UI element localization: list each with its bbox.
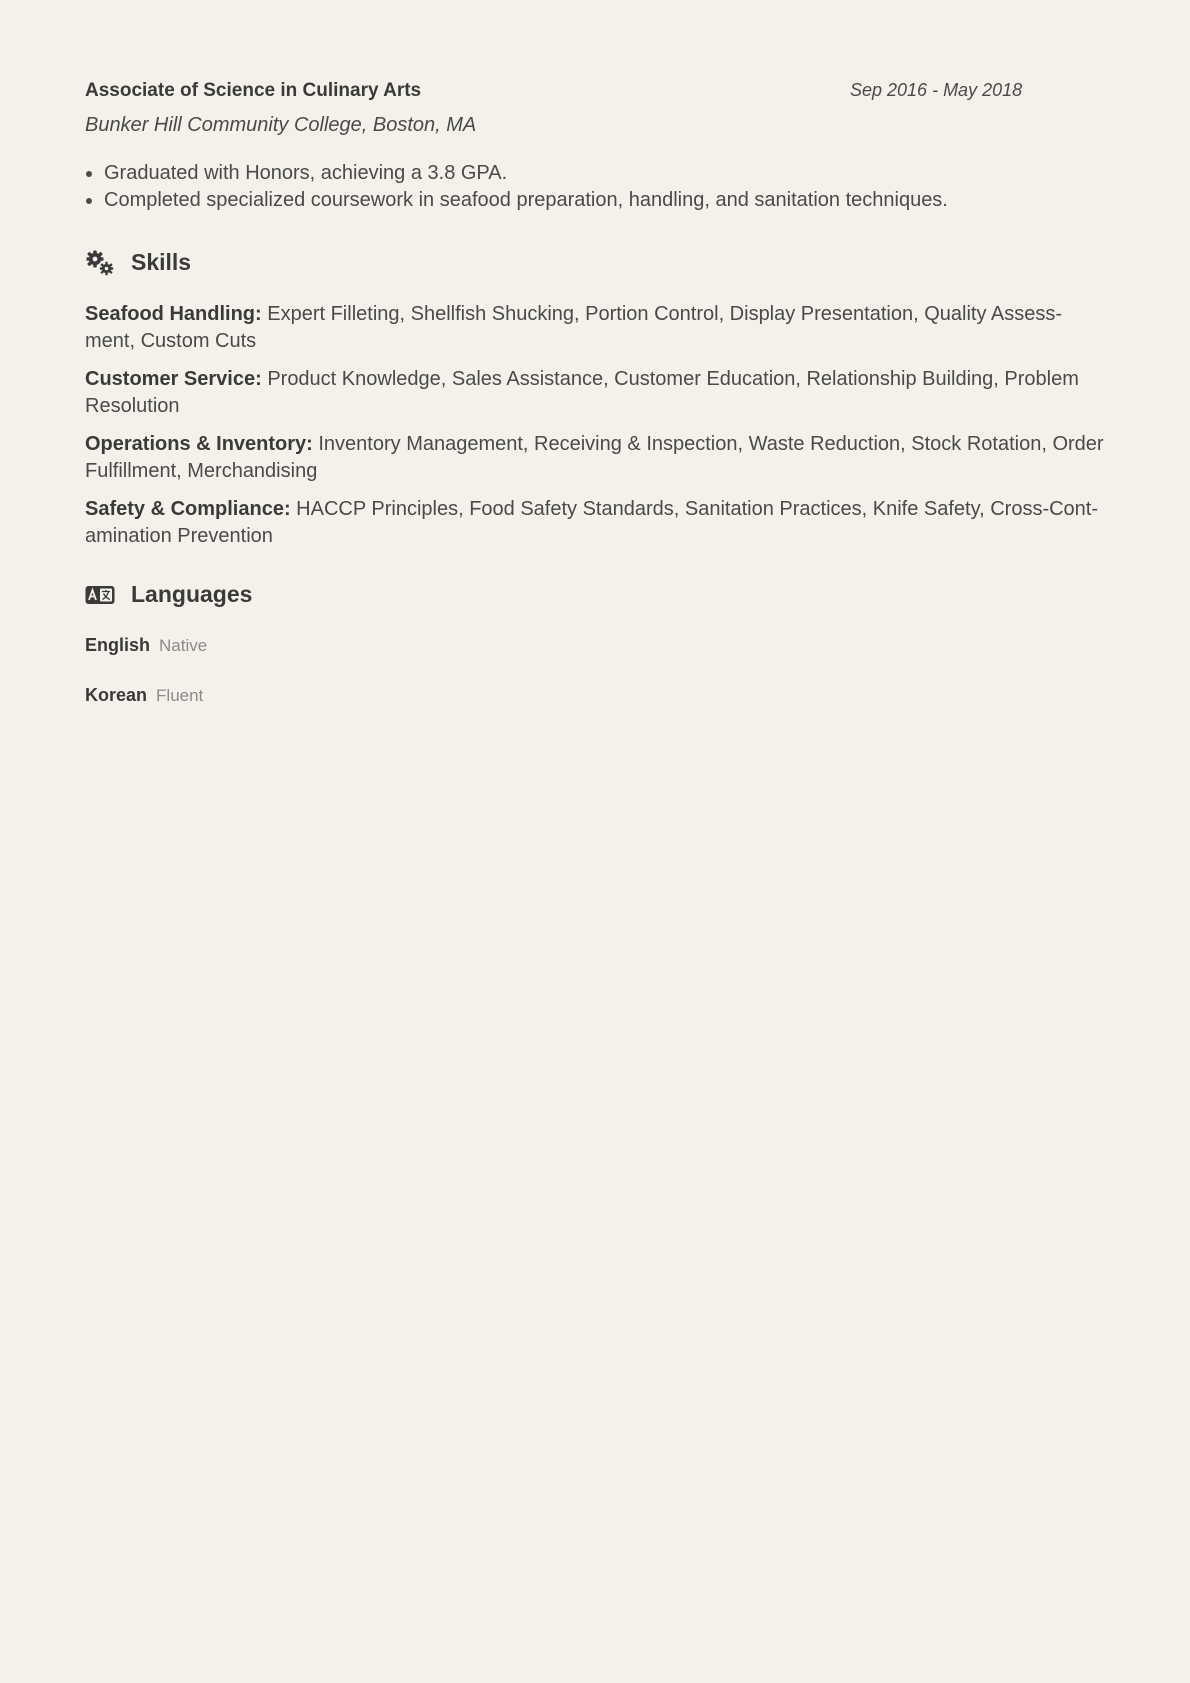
- education-dates: Sep 2016 - May 2018: [850, 80, 1023, 100]
- skill-details: HACCP Principles, Food Safety Standards, Sanitation Practices, Knife Safety, Cross-Cont-amination Prevention: [85, 498, 1099, 547]
- list-item: • Graduated with Honors, achieving a 3.8 GPA.: [104, 160, 948, 187]
- skills-section-header: [85, 249, 191, 276]
- skill-row: [85, 496, 1110, 550]
- skill-category: Operations & Inventory:: [85, 433, 313, 455]
- education-bullet-list: [85, 160, 948, 214]
- skill-details: Expert Filleting, Shellfish Shucking, Portion Control, Display Presentation, Quality Assess-ment, Custom Cuts: [85, 303, 1063, 352]
- skills-list: [85, 301, 1110, 561]
- skill-category: Customer Service:: [85, 368, 262, 390]
- language-level: Fluent: [156, 686, 204, 705]
- language-item: [85, 635, 207, 656]
- language-icon: [85, 582, 115, 608]
- list-item: • Completed specialized coursework in seafood preparation, handling, and sanitation techniques.: [104, 187, 948, 214]
- skill-category: Seafood Handling:: [85, 303, 262, 325]
- languages-section-title: Languages: [131, 581, 253, 607]
- languages-section-header: [85, 581, 252, 608]
- gears-icon: [85, 250, 115, 276]
- skill-details: Inventory Management, Receiving & Inspection, Waste Reduction, Stock Rotation, Order Fulfillment, Merchandising: [85, 433, 1104, 482]
- skill-row: [85, 301, 1110, 355]
- skill-category: Safety & Compliance:: [85, 498, 291, 520]
- education-degree: Associate of Science in Culinary Arts: [85, 80, 422, 101]
- language-level: Native: [159, 636, 208, 655]
- education-school: Bunker Hill Community College, Boston, MA: [85, 114, 477, 136]
- language-name: Korean: [85, 685, 148, 705]
- skill-row: [85, 366, 1110, 420]
- language-item: [85, 685, 203, 706]
- skills-section-title: Skills: [131, 249, 192, 275]
- language-name: English: [85, 635, 151, 655]
- skill-details: Product Knowledge, Sales Assistance, Customer Education, Relationship Building, Problem Resolution: [85, 368, 1079, 417]
- skill-row: [85, 431, 1110, 485]
